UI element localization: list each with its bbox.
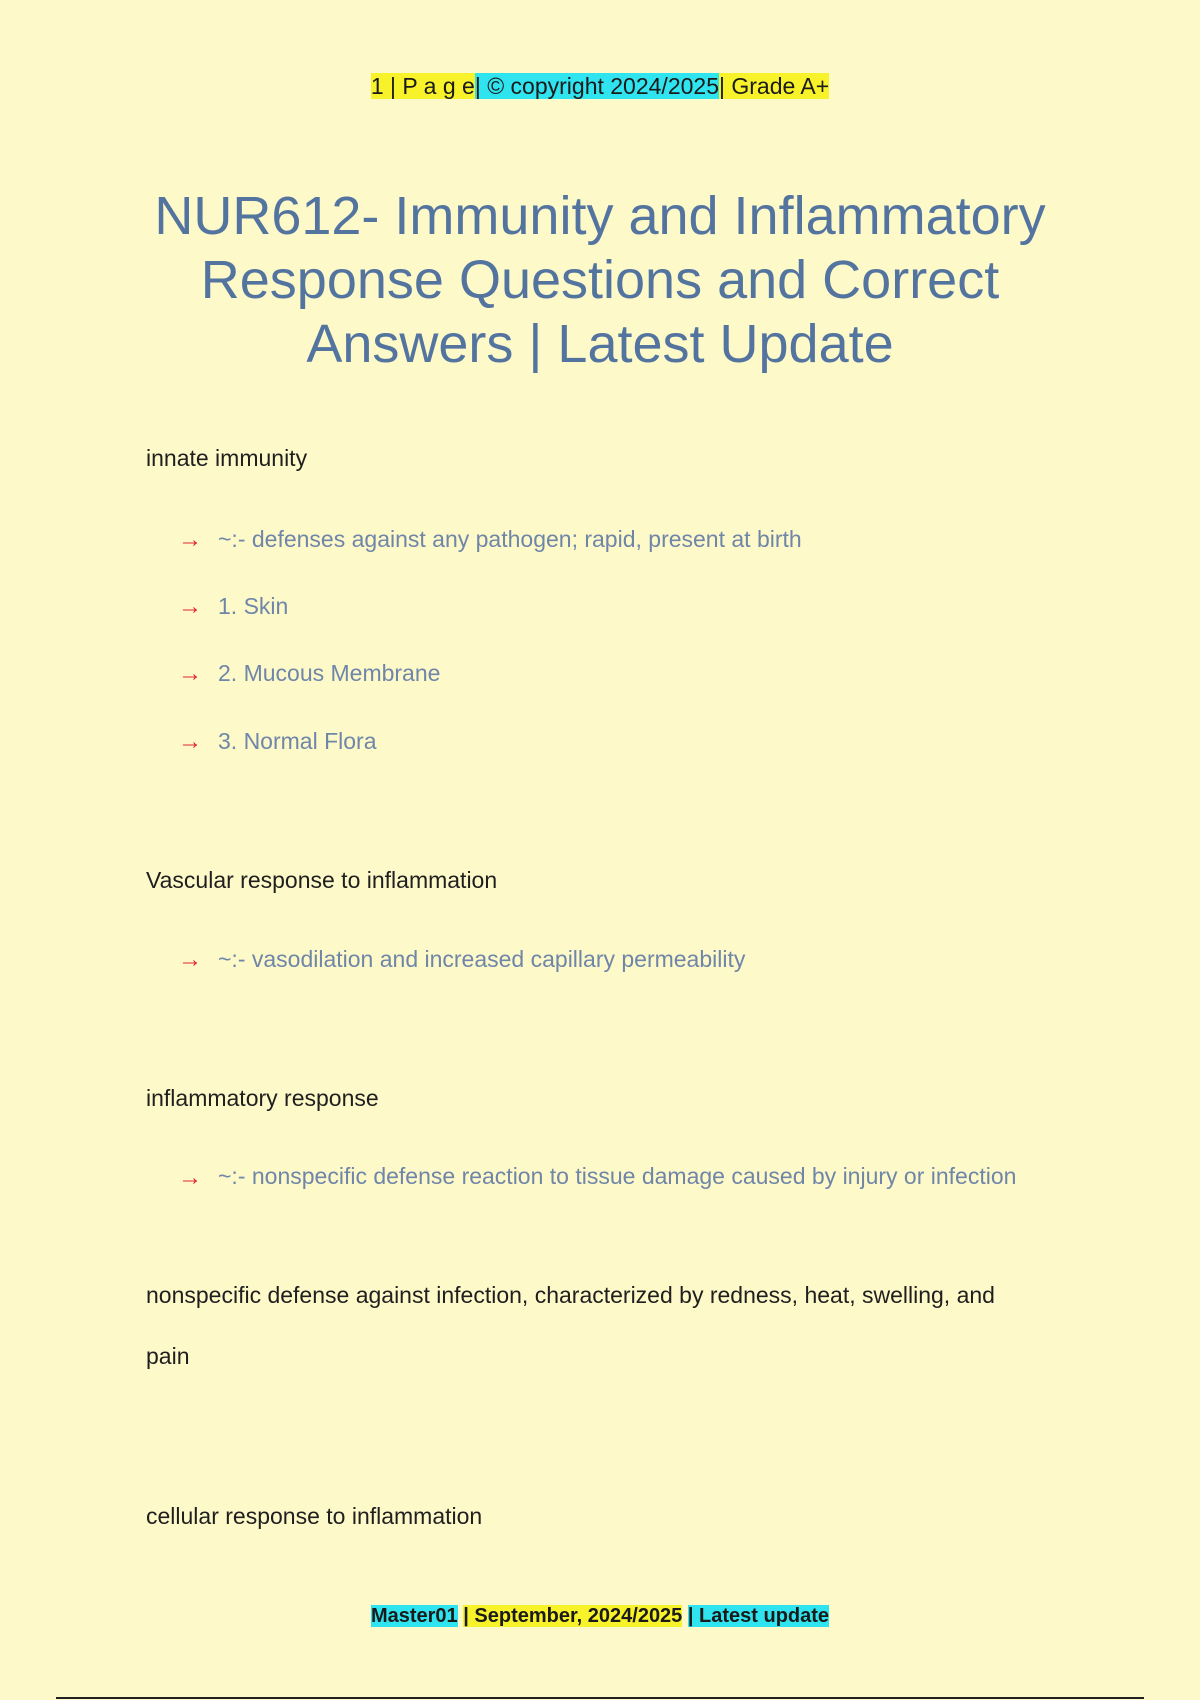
- arrow-right-icon: →: [178, 728, 202, 755]
- answer-item: [178, 1162, 1078, 1207]
- answer-item: [178, 524, 1078, 556]
- arrow-right-icon: →: [178, 946, 202, 973]
- answer-text: 3. Normal Flora: [218, 728, 377, 754]
- arrow-right-icon: →: [178, 593, 202, 620]
- question-innate-immunity: innate immunity: [146, 445, 308, 471]
- page-number: 1 | P a g e: [370, 73, 475, 99]
- answer-text: 1. Skin: [218, 593, 289, 619]
- answer-item: [178, 944, 1078, 976]
- footer-update: | Latest update: [687, 1605, 830, 1627]
- question-cellular-response: cellular response to inflammation: [146, 1503, 483, 1529]
- arrow-right-icon: →: [178, 526, 202, 553]
- grade-label: | Grade A+: [718, 73, 830, 99]
- footer-divider: [56, 1697, 1144, 1699]
- answer-text: ~:- vasodilation and increased capillary permeability: [218, 946, 746, 972]
- arrow-right-icon: →: [178, 660, 202, 687]
- arrow-right-icon: →: [178, 1164, 202, 1191]
- answer-text: ~:- nonspecific defense reaction to tissue damage caused by injury or infection: [218, 1163, 1017, 1189]
- answer-text: ~:- defenses against any pathogen; rapid, present at birth: [218, 526, 802, 552]
- inflammatory-response-description: nonspecific defense against infection, characterized by redness, heat, swelling, and pain: [146, 1282, 995, 1369]
- copyright-notice: | © copyright 2024/2025: [474, 73, 719, 99]
- document-title: NUR612- Immunity and Inflammatory Response Questions and Correct Answers | Latest Update: [154, 186, 1046, 374]
- answer-text: 2. Mucous Membrane: [218, 660, 441, 686]
- footer-author: Master01: [370, 1605, 458, 1627]
- answer-item: [178, 591, 1078, 623]
- page-header: [0, 70, 1200, 102]
- answer-item: [178, 658, 1078, 690]
- answer-item: [178, 726, 1078, 758]
- page-footer: [0, 1602, 1200, 1630]
- footer-date: | September, 2024/2025: [463, 1605, 683, 1627]
- question-vascular-response: Vascular response to inflammation: [146, 867, 498, 893]
- question-inflammatory-response: inflammatory response: [146, 1085, 379, 1111]
